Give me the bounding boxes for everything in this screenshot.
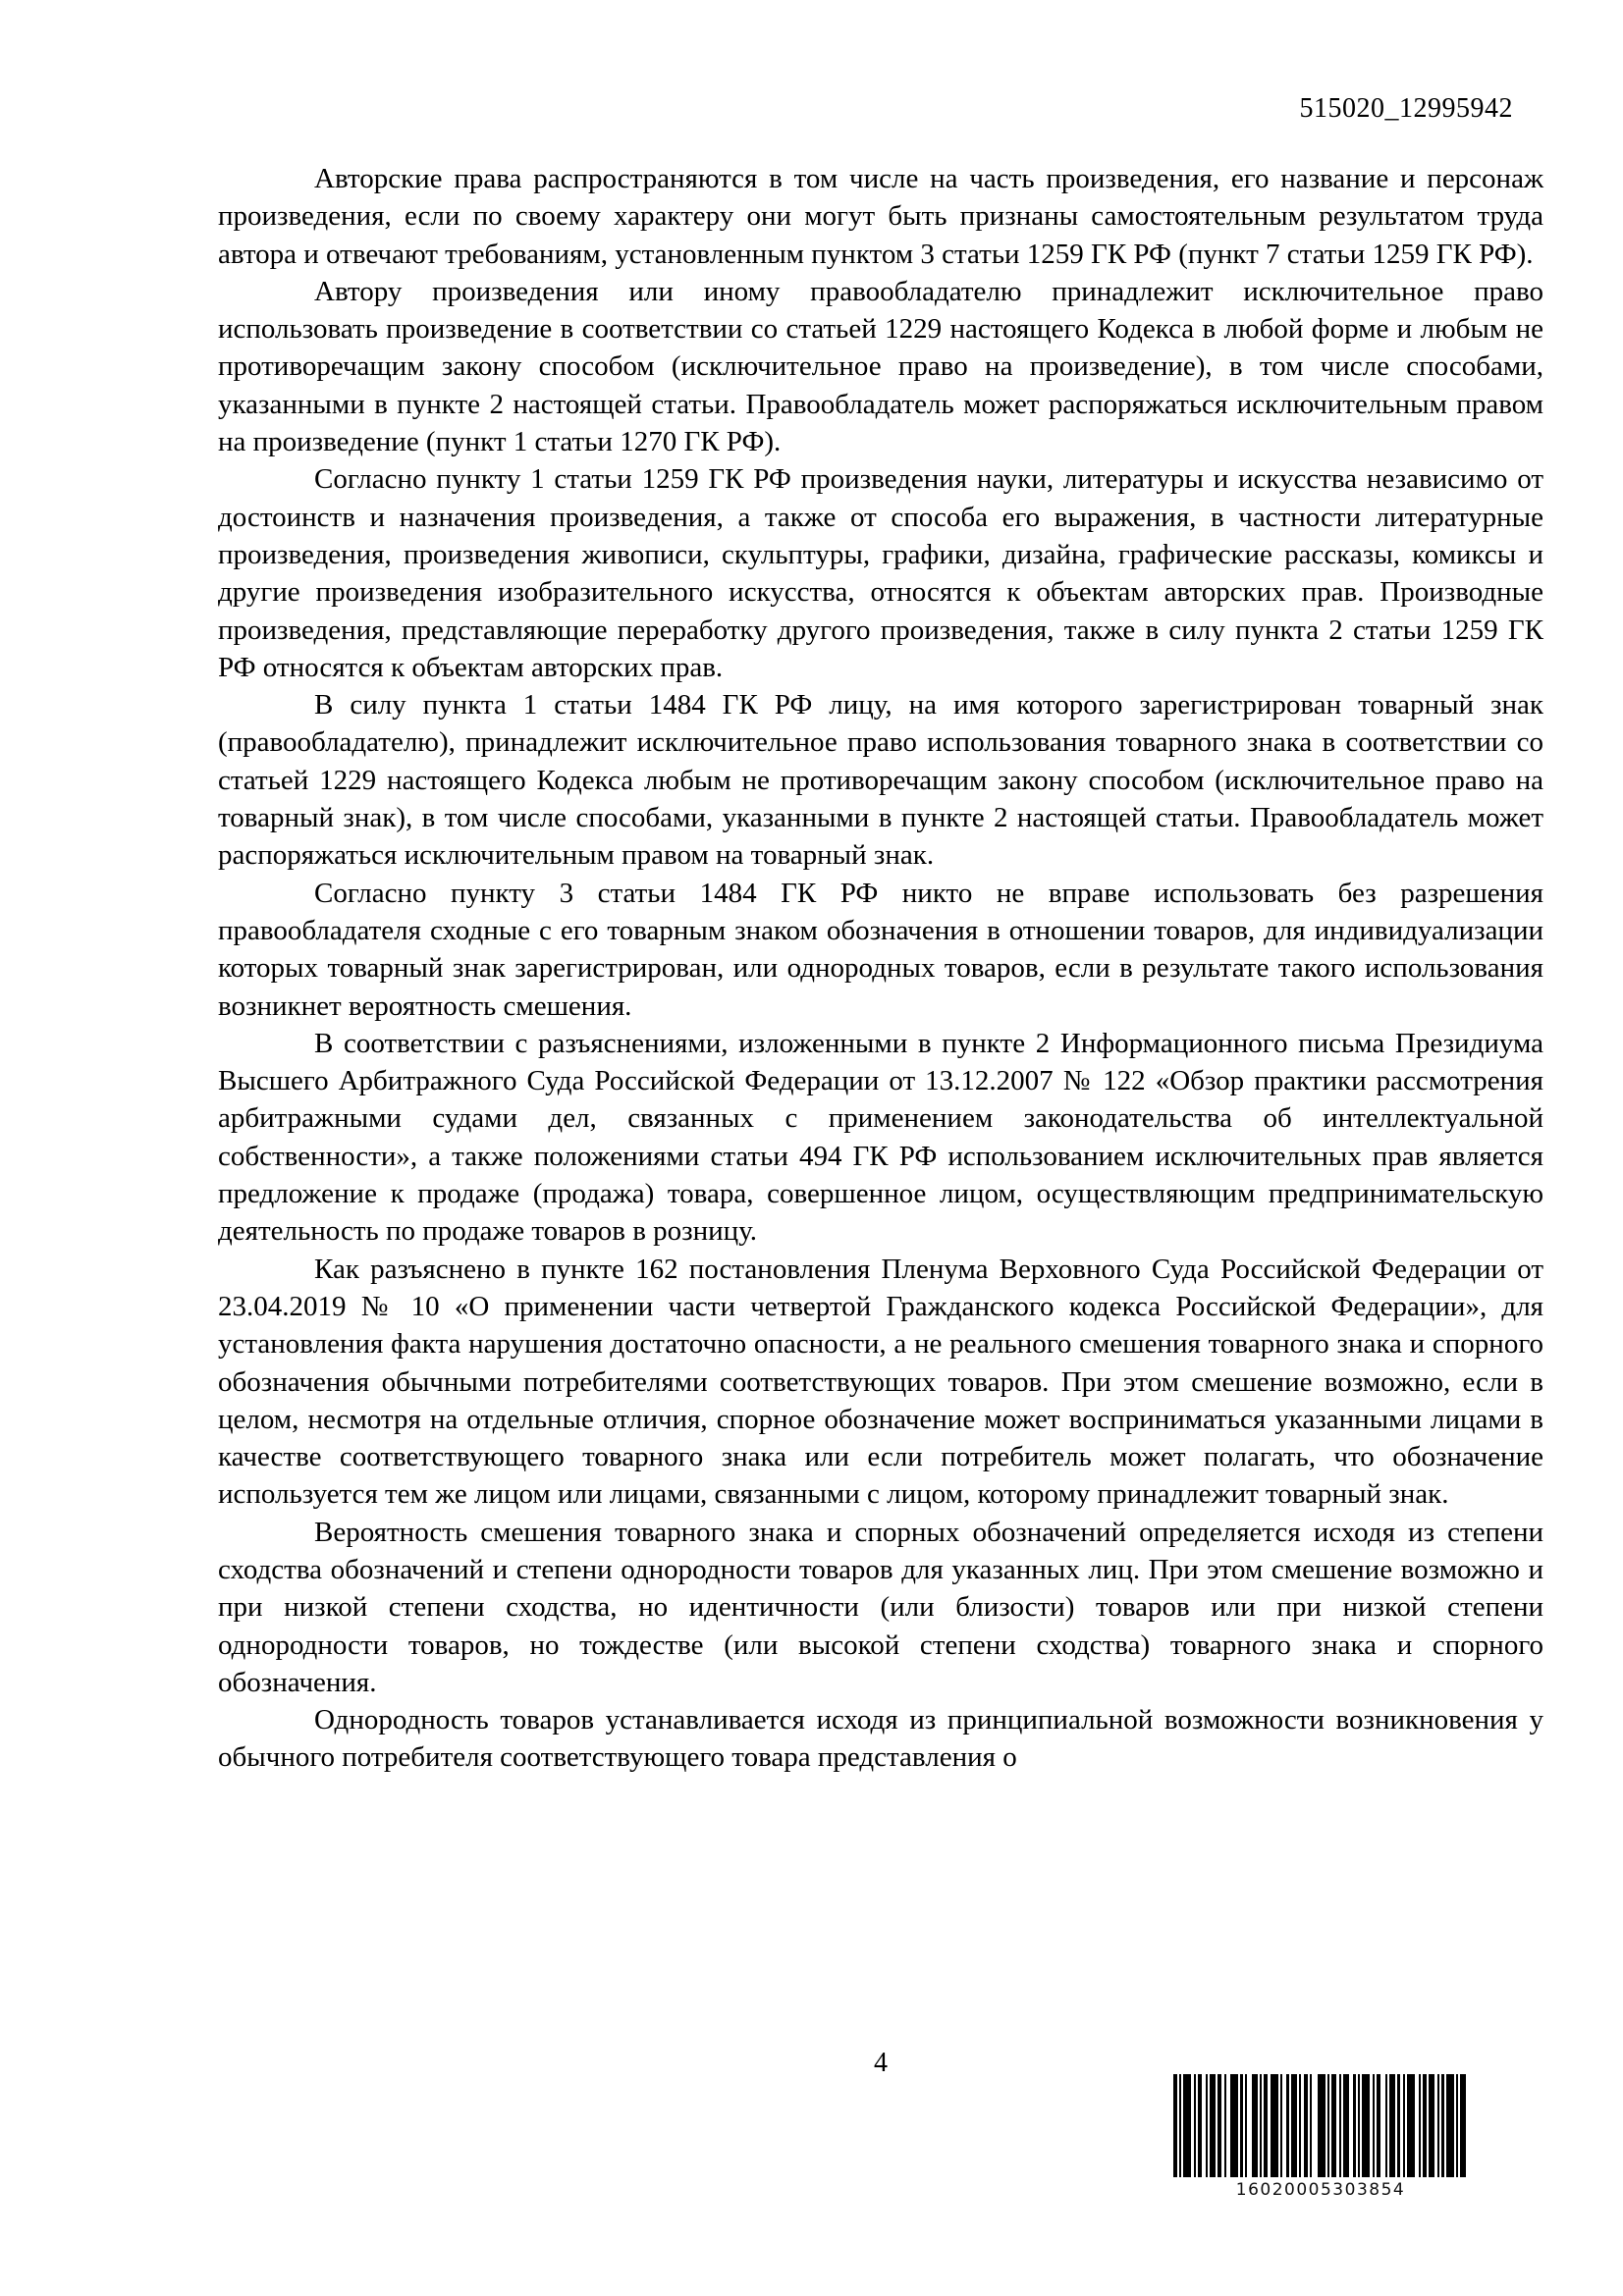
document-number: 515020_12995942	[1299, 93, 1513, 124]
paragraph: В соответствии с разъяснениями, изложенными в пункте 2 Информационного письма Президиума Высшего Арбитражного Суда Российской Федерации от 13.12.2007 № 122 «Обзор практики рассмотрения арбитражными судами дел, связанных с применением законодательства об интеллектуальной собственности», а также положениями статьи 494 ГК РФ использованием исключительных прав является предложение к продаже (продажа) товара, совершенное лицом, осуществляющим предпринимательскую деятельность по продаже товаров в розницу.	[218, 1027, 1543, 1248]
barcode-image	[1173, 2074, 1468, 2177]
barcode	[1173, 2074, 1468, 2200]
paragraph: Однородность товаров устанавливается исходя из принципиальной возможности возникновения у обычного потребителя соответствующего товара представления о	[218, 1704, 1543, 1774]
paragraph: Согласно пункту 1 статьи 1259 ГК РФ произведения науки, литературы и искусства независимо от достоинств и назначения произведения, а также от способа его выражения, в частности литературные произведения, произведения живописи, скульптуры, графики, дизайна, графические рассказы, комиксы и другие произведения изобразительного искусства, относятся к объектам авторских прав. Производные произведения, представляющие переработку другого произведения, также в силу пункта 2 статьи 1259 ГК РФ относятся к объектам авторских прав.	[218, 463, 1543, 683]
paragraph: Вероятность смешения товарного знака и спорных обозначений определяется исходя из степени сходства обозначений и степени однородности товаров для указанных лиц. При этом смешение возможно и при низкой степени сходства, но идентичности (или близости) товаров или при низкой степени однородности товаров, но тождестве (или высокой степени сходства) товарного знака и спорного обозначения.	[218, 1516, 1543, 1698]
document-body	[218, 160, 1543, 1777]
paragraph: Авторские права распространяются в том числе на часть произведения, его название и персонаж произведения, если по своему характеру они могут быть признаны самостоятельным результатом труда автора и отвечают требованиям, установленным пунктом 3 статьи 1259 ГК РФ (пункт 7 статьи 1259 ГК РФ).	[218, 163, 1543, 270]
paragraph: Как разъяснено в пункте 162 постановления Пленума Верховного Суда Российской Федерации от 23.04.2019 № 10 «О применении части четвертой Гражданского кодекса Российской Федерации», для установления факта нарушения достаточно опасности, а не реального смешения товарного знака и спорного обозначения обычными потребителями соответствующих товаров. При этом смешение возможно, если в целом, несмотря на отдельные отличия, спорное обозначение может восприниматься указанными лицами в качестве соответствующего товарного знака или если потребитель может полагать, что обозначение используется тем же лицом или лицами, связанными с лицом, которому принадлежит товарный знак.	[218, 1253, 1543, 1511]
barcode-number: 16020005303854	[1235, 2180, 1406, 2200]
paragraph: Согласно пункту 3 статьи 1484 ГК РФ никто не вправе использовать без разрешения правообладателя сходные с его товарным знаком обозначения в отношении товаров, для индивидуализации которых товарный знак зарегистрирован, или однородных товаров, если в результате такого использования возникнет вероятность смешения.	[218, 877, 1543, 1022]
paragraph: Автору произведения или иному правообладателю принадлежит исключительное право использовать произведение в соответствии со статьей 1229 настоящего Кодекса в любой форме и любым не противоречащим закону способом (исключительное право на произведение), в том числе способами, указанными в пункте 2 настоящей статьи. Правообладатель может распоряжаться исключительным правом на произведение (пункт 1 статьи 1270 ГК РФ).	[218, 275, 1543, 458]
paragraph: В силу пункта 1 статьи 1484 ГК РФ лицу, на имя которого зарегистрирован товарный знак (правообладателю), принадлежит исключительное право использования товарного знака в соответствии со статьей 1229 настоящего Кодекса любым не противоречащим закону способом (исключительное право на товарный знак), в том числе способами, указанными в пункте 2 настоящей статьи. Правообладатель может распоряжаться исключительным правом на товарный знак.	[218, 689, 1543, 872]
page-number: 4	[874, 2048, 888, 2078]
